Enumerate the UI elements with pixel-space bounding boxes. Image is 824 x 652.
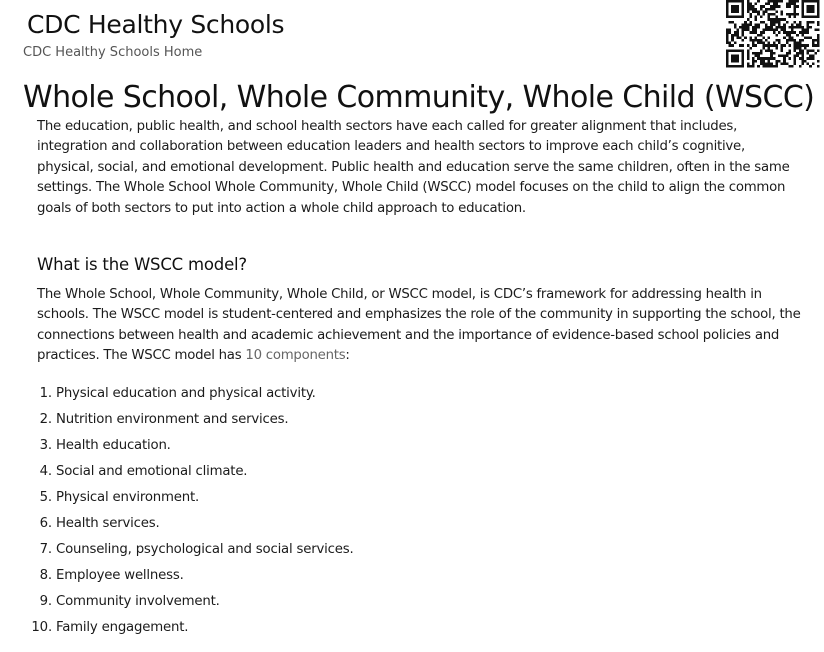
- section-heading: What is the WSCC model?: [37, 255, 247, 275]
- list-item: 10. Family engagement.: [56, 619, 801, 637]
- list-item: 1. Physical education and physical activity.: [56, 385, 801, 403]
- components-link[interactable]: 10 components: [245, 348, 346, 364]
- home-link[interactable]: CDC Healthy Schools Home: [23, 45, 203, 60]
- components-list: [37, 385, 801, 637]
- list-item: 9. Community involvement.: [56, 593, 801, 611]
- list-item: 3. Health education.: [56, 437, 801, 455]
- list-item: 2. Nutrition environment and services.: [56, 411, 801, 429]
- site-title[interactable]: CDC Healthy Schools: [27, 10, 285, 39]
- main-content: [37, 117, 801, 645]
- section-text-end: :: [345, 348, 350, 364]
- list-item: 8. Employee wellness.: [56, 567, 801, 585]
- list-item: 6. Health services.: [56, 515, 801, 533]
- list-item: 4. Social and emotional climate.: [56, 463, 801, 481]
- page-title: Whole School, Whole Community, Whole Child (WSCC): [23, 80, 815, 115]
- section-paragraph: [37, 285, 801, 367]
- intro-paragraph: The education, public health, and school health sectors have each called for greater alignment that includes, integration and collaboration between education leaders and health sectors to improve each child’s cognitive, physical, social, and emotional development. Public health and education serve the same children, often in the same settings. The Whole School Whole Community, Whole Child (WSCC) model focuses on the child to align the common goals of both sectors to put into action a whole child approach to education.: [37, 119, 790, 216]
- list-item: 5. Physical environment.: [56, 489, 801, 507]
- list-item: 7. Counseling, psychological and social services.: [56, 541, 801, 559]
- qr-code-icon: [726, 0, 820, 70]
- section-text: The Whole School, Whole Community, Whole Child, or WSCC model, is CDC’s framework for addressing health in schools. The WSCC model is student-centered and emphasizes the role of the community in supporting the school, the connections between health and academic achievement and the importance of evidence-based school policies and practices. The WSCC model has: [37, 287, 801, 364]
